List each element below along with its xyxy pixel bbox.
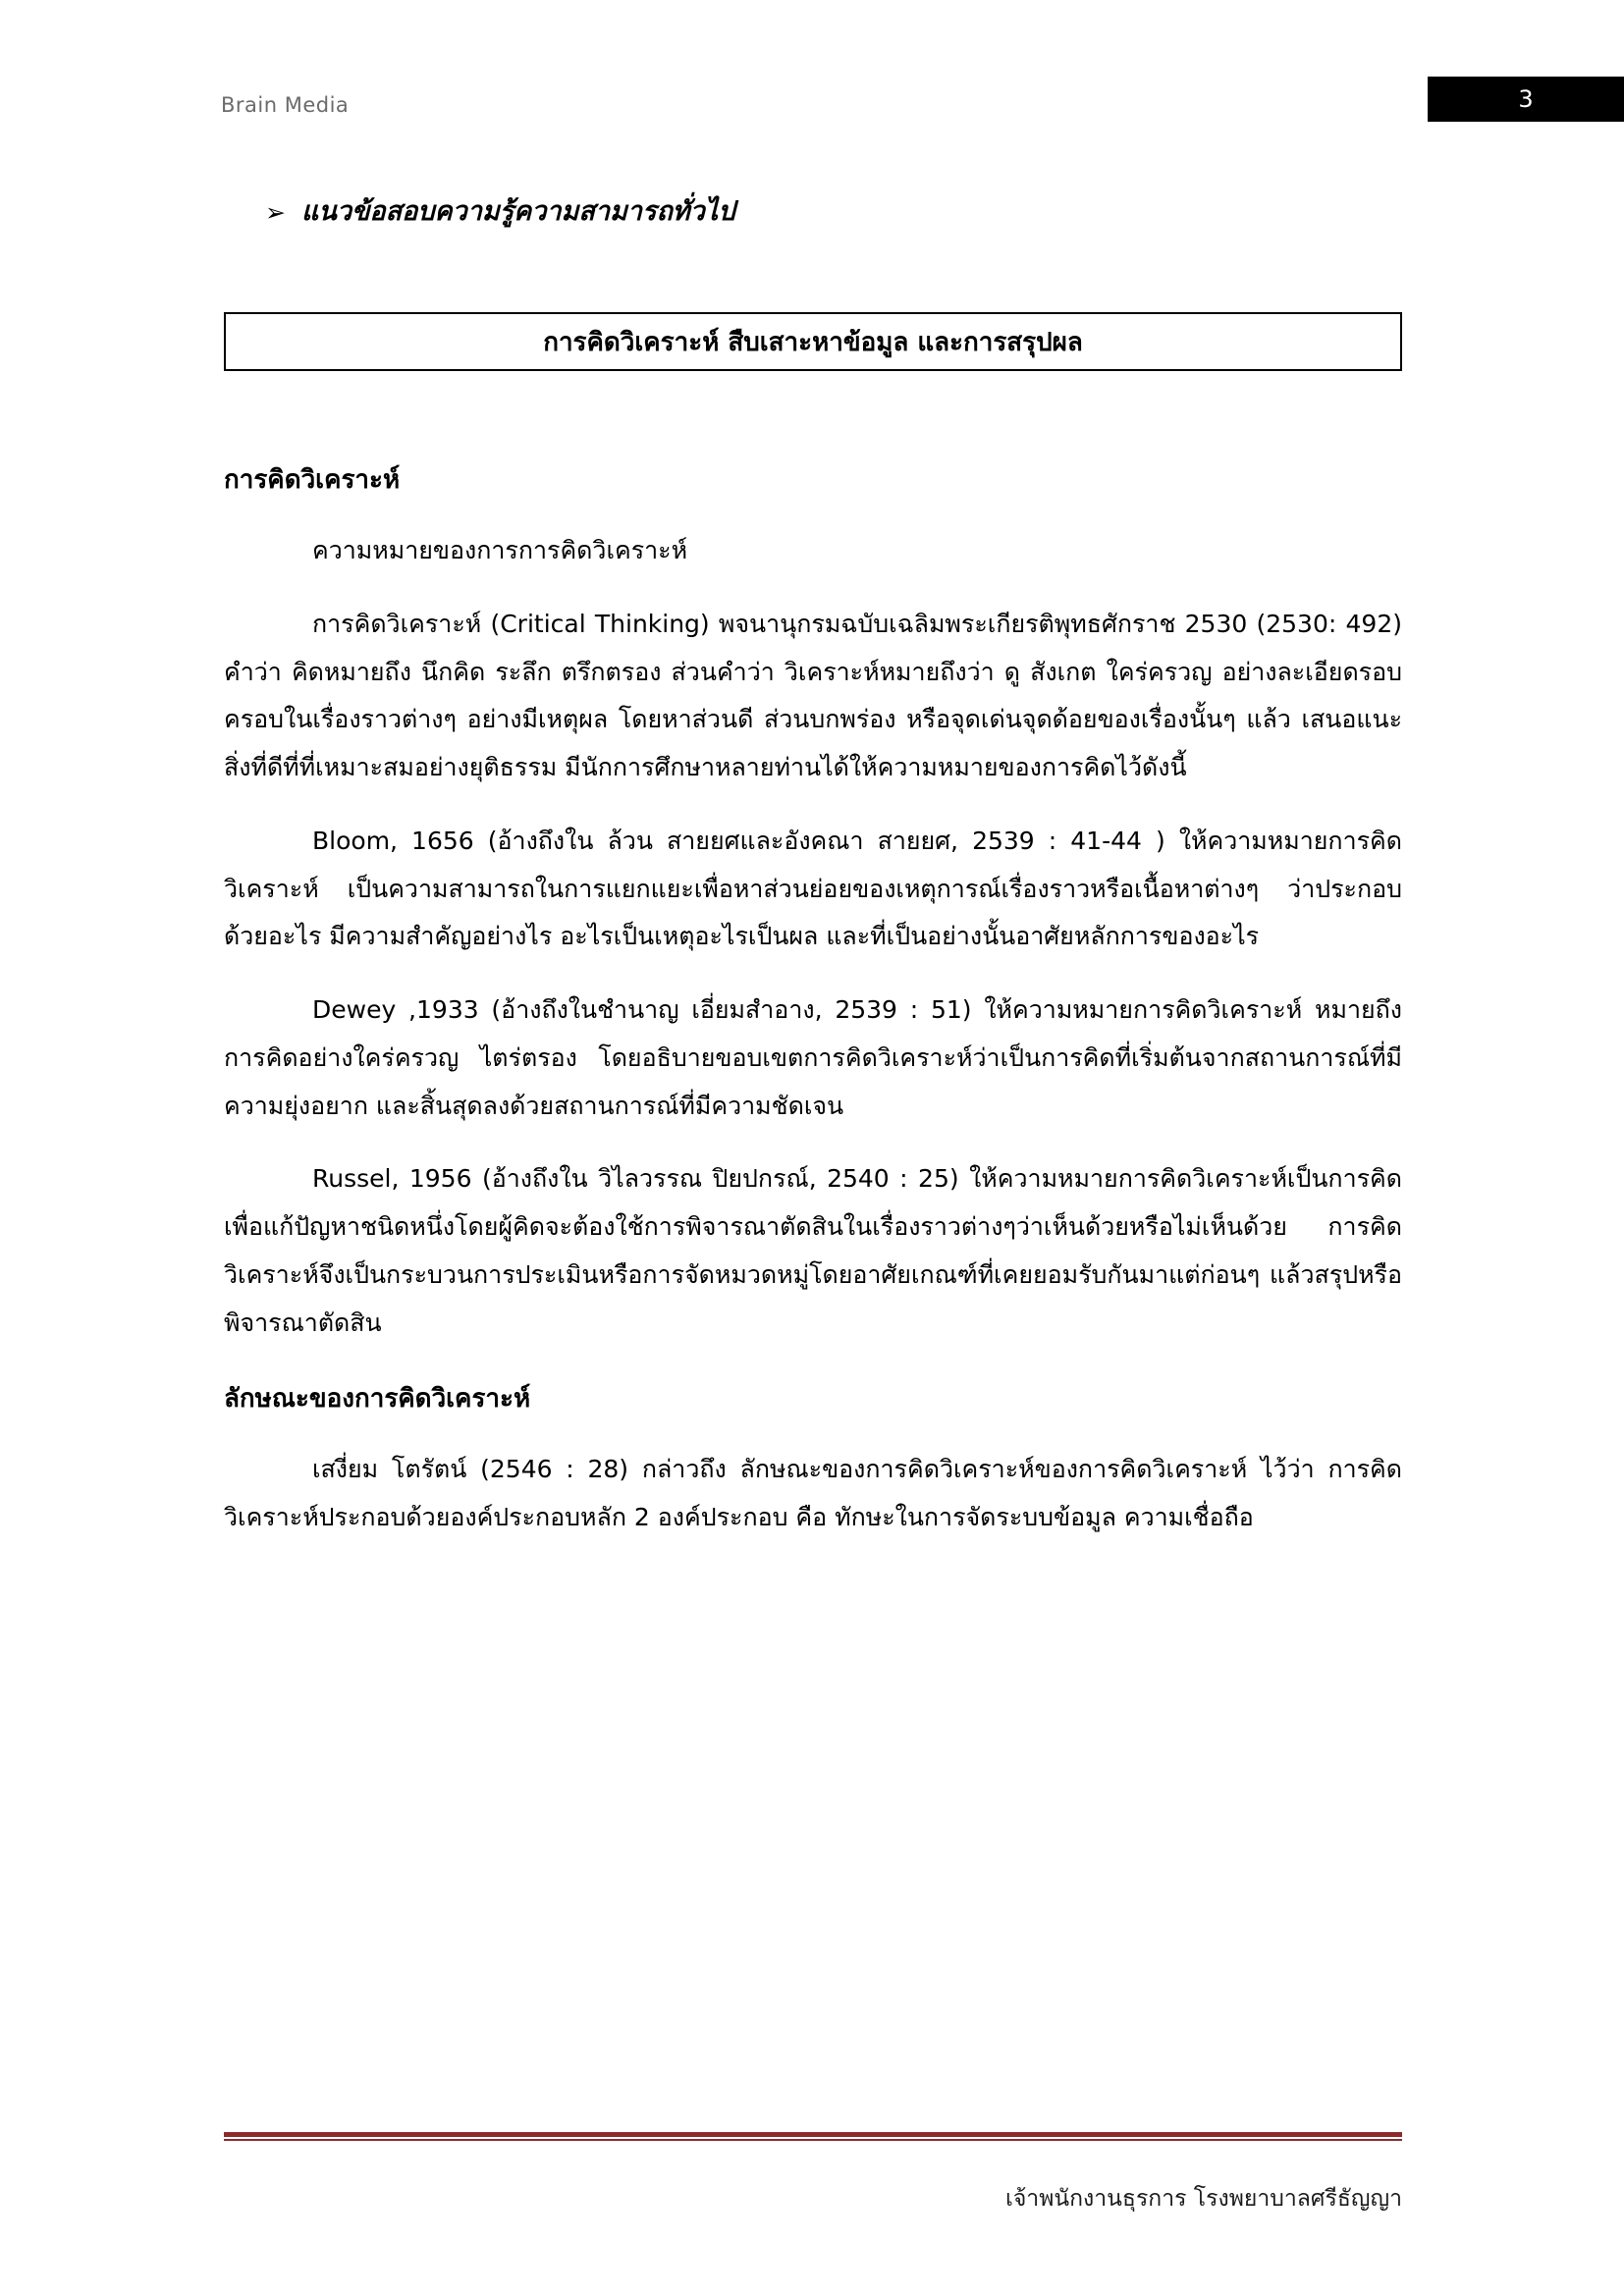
bullet-heading bbox=[265, 196, 734, 228]
page-number: 3 bbox=[1518, 85, 1534, 113]
title-box bbox=[224, 312, 1402, 371]
document-body bbox=[224, 461, 1402, 1568]
paragraph-5: เสงี่ยม โตรัตน์ (2546 : 28) กล่าวถึง ลักษณะของการคิดวิเคราะห์ของการคิดวิเคราะห์ ไว้ว่า การคิดวิเคราะห์ประกอบด้วยองค์ประกอบหลัก 2 องค์ประกอบ คือ ทักษะในการจัดระบบข้อมูล ความเชื่อถือ bbox=[224, 1455, 1402, 1531]
section-heading-2: ลักษณะของการคิดวิเคราะห์ bbox=[224, 1384, 531, 1415]
paragraph-1: การคิดวิเคราะห์ (Critical Thinking) พจนานุกรมฉบับเฉลิมพระเกียรติพุทธศักราช 2530 (2530: 492) คำว่า คิดหมายถึง นึกคิด ระลึก ตรึกตรอง ส่วนคำว่า วิเคราะห์หมายถึงว่า ดู สังเกต ใคร่ครวญ อย่างละเอียดรอบครอบในเรื่องราวต่างๆ อย่างมีเหตุผล โดยหาส่วนดี ส่วนบกพร่อง หรือจุดเด่นจุดด้อยของเรื่องนั้นๆ แล้ว เสนอแนะสิ่งที่ดีที่ที่เหมาะสมอย่างยุติธรรม มีนักการศึกษาหลายท่านได้ให้ความหมายของการคิดไว้ดังนี้ bbox=[224, 609, 1402, 781]
footer-divider bbox=[224, 2132, 1402, 2137]
section-heading-1: การคิดวิเคราะห์ bbox=[224, 465, 401, 495]
arrow-bullet-icon: ➢ bbox=[265, 198, 286, 227]
bullet-heading-label: แนวข้อสอบความรู้ความสามารถทั่วไป bbox=[300, 196, 735, 227]
paragraph-2: Bloom, 1656 (อ้างถึงใน ล้วน สายยศและอังคณา สายยศ, 2539 : 41-44 ) ให้ความหมายการคิดวิเคราะห์ เป็นความสามารถในการแยกแยะเพื่อหาส่วนย่อยของเหตุการณ์เรื่องราวหรือเนื้อหาต่างๆ ว่าประกอบด้วยอะไร มีความสำคัญอย่างไร อะไรเป็นเหตุอะไรเป็นผล และที่เป็นอย่างนั้นอาศัยหลักการของอะไร bbox=[224, 826, 1402, 951]
page-number-badge bbox=[1428, 77, 1624, 122]
page-title: การคิดวิเคราะห์ สืบเสาะหาข้อมูล และการสรุปผล bbox=[543, 327, 1083, 357]
header-brand: Brain Media bbox=[221, 93, 350, 117]
footer-divider-thin bbox=[224, 2139, 1402, 2141]
footer-label: เจ้าพนักงานธุรการ โรงพยาบาลศรีธัญญา bbox=[1004, 2186, 1402, 2212]
paragraph-3: Dewey ,1933 (อ้างถึงในชำนาญ เอี่ยมสำอาง, 2539 : 51) ให้ความหมายการคิดวิเคราะห์ หมายถึง การคิดอย่างใคร่ครวญ ไตร่ตรอง โดยอธิบายขอบเขตการคิดวิเคราะห์ว่าเป็นการคิดที่เริ่มต้นจากสถานการณ์ที่มีความยุ่งอยาก และสิ้นสุดลงด้วยสถานการณ์ที่มีความชัดเจน bbox=[224, 995, 1402, 1120]
subheading-meaning: ความหมายของการการคิดวิเคราะห์ bbox=[312, 536, 688, 564]
paragraph-4: Russel, 1956 (อ้างถึงใน วิไลวรรณ ปิยปกรณ์, 2540 : 25) ให้ความหมายการคิดวิเคราะห์เป็นการคิดเพื่อแก้ปัญหาชนิดหนึ่งโดยผู้คิดจะต้องใช้การพิจารณาตัดสินในเรื่องราวต่างๆว่าเห็นด้วยหรือไม่เห็นด้วย การคิดวิเคราะห์จึงเป็นกระบวนการประเมินหรือการจัดหมวดหมู่โดยอาศัยเกณฑ์ที่เคยยอมรับกันมาแต่ก่อนๆ แล้วสรุปหรือพิจารณาตัดสิน bbox=[224, 1164, 1402, 1337]
